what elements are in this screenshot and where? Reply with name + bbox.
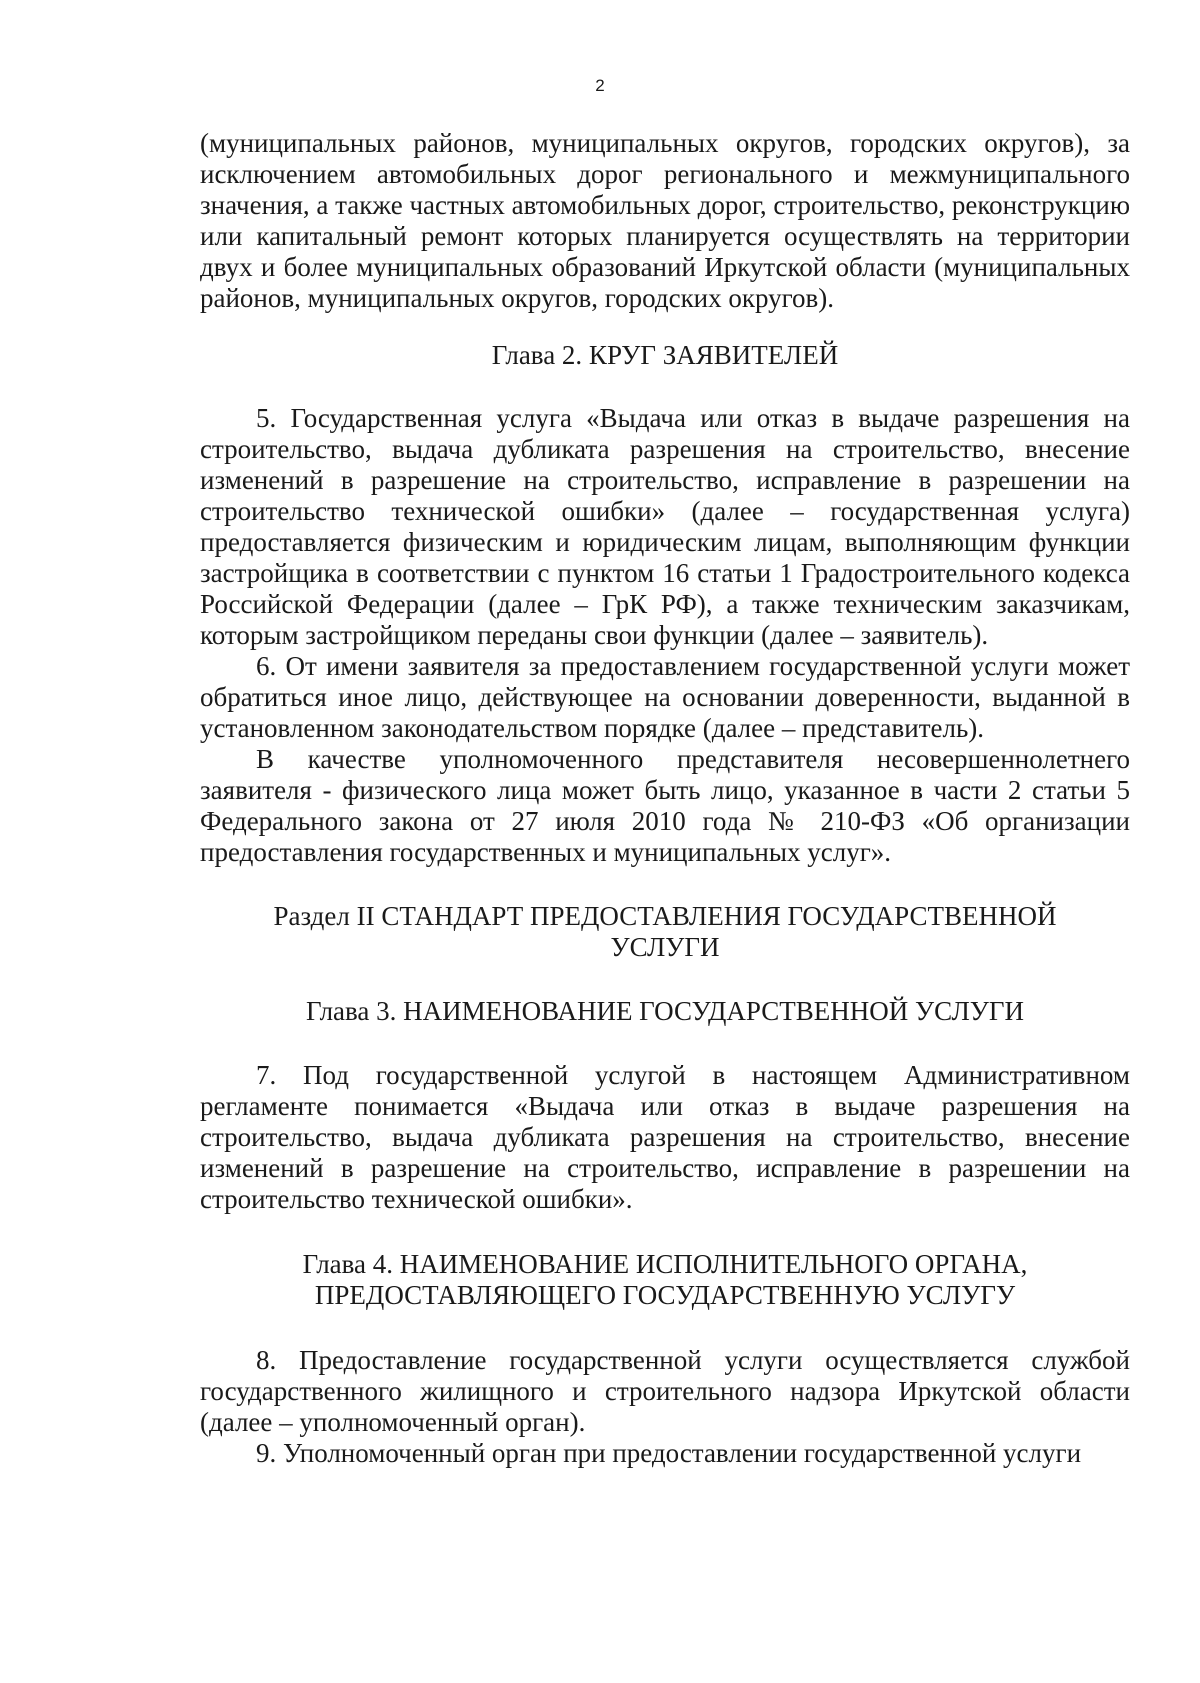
paragraph-8: 8. Предоставление государственной услуги осуществляется службой государственного жилищного и строительного надзора Иркутской области (далее – уполномоченный орган). [200, 1345, 1130, 1437]
heading-section-2 [200, 901, 1130, 963]
heading-chapter-3: Глава 3. НАИМЕНОВАНИЕ ГОСУДАРСТВЕННОЙ УСЛУГИ [305, 996, 1024, 1026]
heading-chapter-2: Глава 2. КРУГ ЗАЯВИТЕЛЕЙ [491, 340, 839, 370]
heading-section-2-line-2: УСЛУГИ [610, 932, 720, 962]
paragraph-9: 9. Уполномоченный орган при предоставлении государственной услуги [256, 1438, 1082, 1468]
heading-section-2-line-1: Раздел II СТАНДАРТ ПРЕДОСТАВЛЕНИЯ ГОСУДАРСТВЕННОЙ [273, 901, 1057, 931]
heading-chapter-4-line-1: Глава 4. НАИМЕНОВАНИЕ ИСПОЛНИТЕЛЬНОГО ОРГАНА, [302, 1249, 1028, 1279]
paragraph-6-representative: В качестве уполномоченного представителя несовершеннолетнего заявителя - физического лица может быть лицо, указанное в части 2 статьи 5 Федерального закона от 27 июля 2010 года № 210-ФЗ «Об организации предоставления государственных и муниципальных услуг». [200, 744, 1130, 867]
page-number: 2 [595, 76, 605, 95]
paragraph-6: 6. От имени заявителя за предоставлением государственной услуги может обратиться иное лицо, действующее на основании доверенности, выданной в установленном законодательством порядке (далее – представитель). [200, 651, 1130, 743]
heading-chapter-4 [200, 1249, 1130, 1311]
paragraph-5: 5. Государственная услуга «Выдача или отказ в выдаче разрешения на строительство, выдача дубликата разрешения на строительство, внесение изменений в разрешение на строительство, исправление в разрешении на строительство технической ошибки» (далее – государственная услуга) предоставляется физическим и юридическим лицам, выполняющим функции застройщика в соответствии с пунктом 16 статьи 1 Градостроительного кодекса Российской Федерации (далее – ГрК РФ), а также техническим заказчикам, которым застройщиком переданы свои функции (далее – заявитель). [200, 403, 1130, 650]
document-body [200, 128, 1130, 1469]
paragraph-intro: (муниципальных районов, муниципальных округов, городских округов), за исключением автомобильных дорог регионального и межмуниципального значения, а также частных автомобильных дорог, строительство, реконструкцию или капитальный ремонт которых планируется осуществлять на территории двух и более муниципальных образований Иркутской области (муниципальных районов, муниципальных округов, городских округов). [200, 128, 1130, 313]
heading-chapter-4-line-2: ПРЕДОСТАВЛЯЮЩЕГО ГОСУДАРСТВЕННУЮ УСЛУГУ [314, 1280, 1016, 1310]
paragraph-7: 7. Под государственной услугой в настоящем Административном регламенте понимается «Выдача или отказ в выдаче разрешения на строительство, выдача дубликата разрешения на строительство, внесение изменений в разрешение на строительство, исправление в разрешении на строительство технической ошибки». [200, 1060, 1130, 1214]
